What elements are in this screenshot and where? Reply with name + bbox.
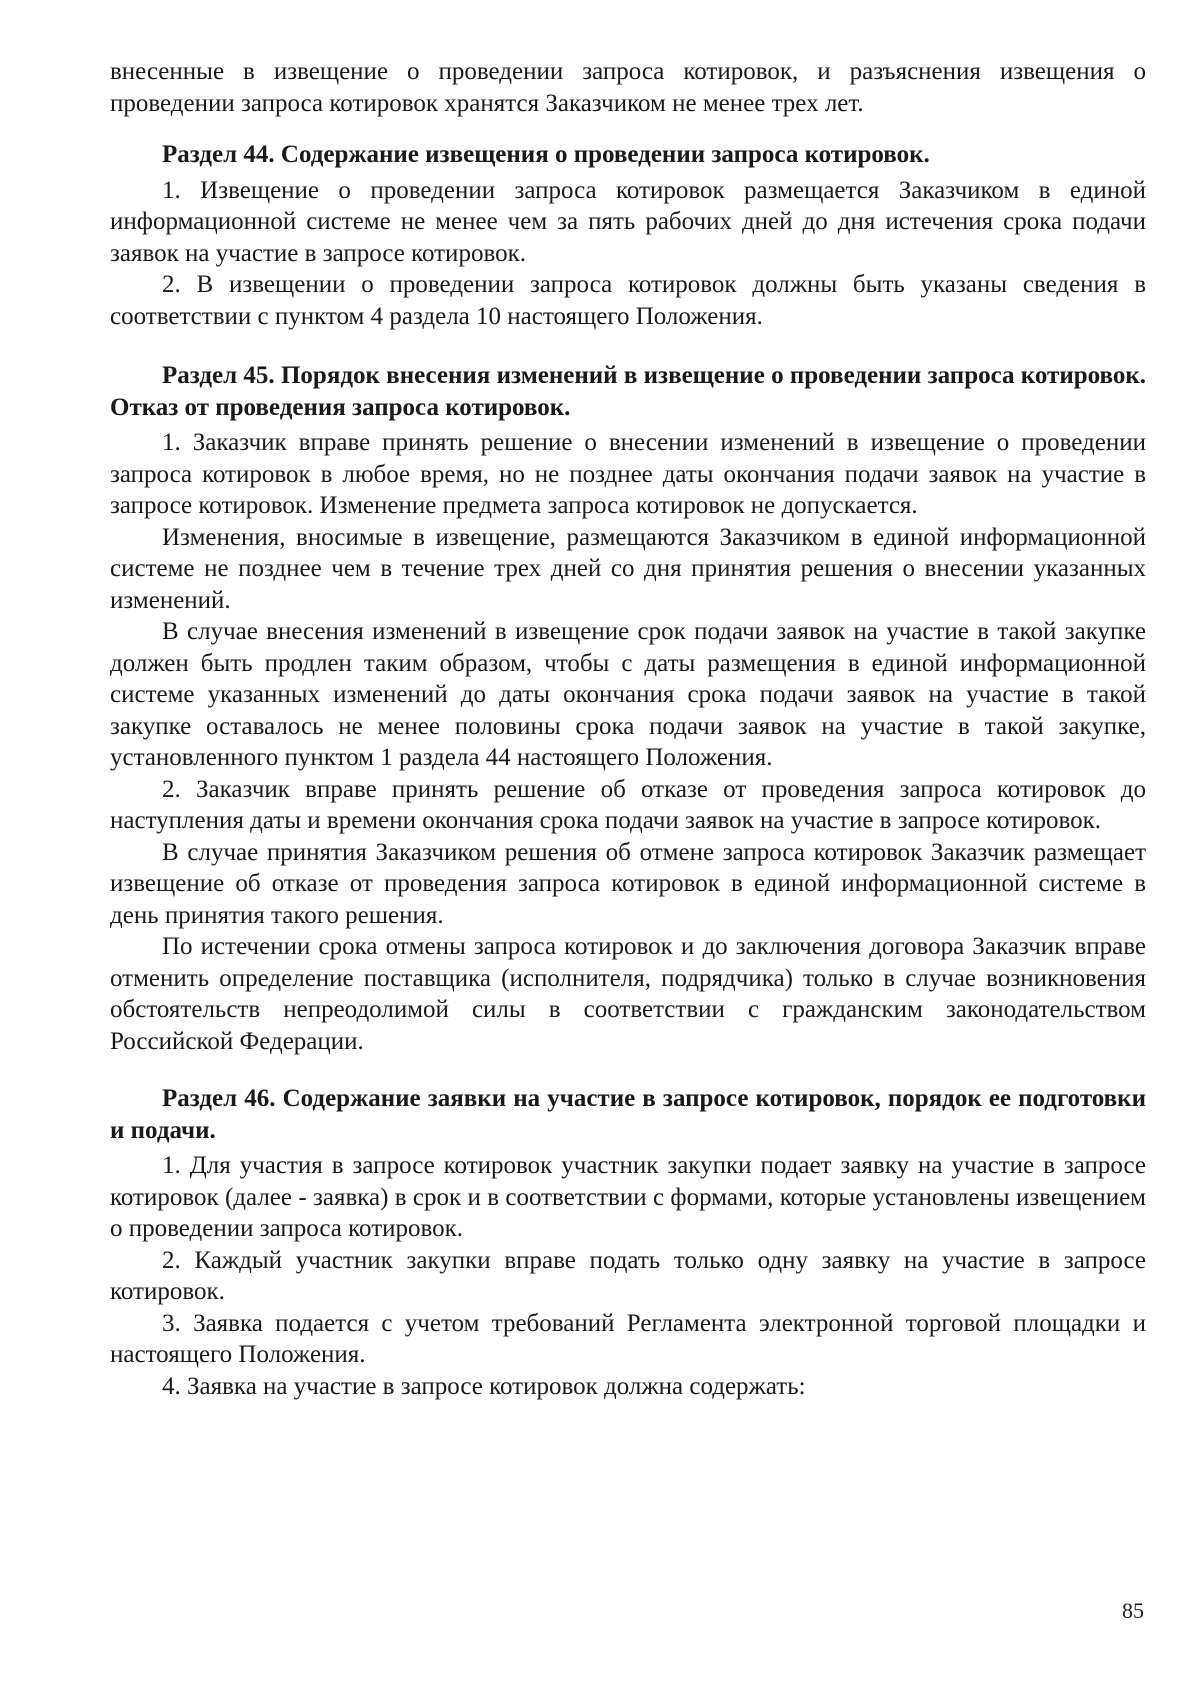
section-45-heading: Раздел 45. Порядок внесения изменений в извещение о проведении запроса котировок. Отказ от проведения запроса котировок. <box>110 362 1146 421</box>
section-46-heading: Раздел 46. Содержание заявки на участие в запросе котировок, порядок ее подготовки и подачи. <box>110 1085 1146 1144</box>
section-45-paragraph: В случае принятия Заказчиком решения об отмене запроса котировок Заказчик размещает извещение об отказе от проведения запроса котировок в единой информационной системе в день принятия такого решения. <box>110 838 1146 929</box>
section-45-paragraph: Изменения, вносимые в извещение, размещаются Заказчиком в единой информационной системе не позднее чем в течение трех дней со дня принятия решения о внесении указанных изменений. <box>110 523 1146 614</box>
page-content <box>110 56 1146 1402</box>
page-number: 85 <box>1122 1598 1144 1623</box>
section-45-paragraph: В случае внесения изменений в извещение срок подачи заявок на участие в такой закупке должен быть продлен таким образом, чтобы с даты размещения в единой информационной системе указанных изменений до даты окончания срока подачи заявок на участие в такой закупке оставалось не менее половины срока подачи заявок на участие в такой закупке, установленного пунктом 1 раздела 44 настоящего Положения. <box>110 618 1146 771</box>
section-46-paragraph: 3. Заявка подается с учетом требований Регламента электронной торговой площадки и настоящего Положения. <box>110 1309 1146 1368</box>
section-44-paragraph: 2. В извещении о проведении запроса котировок должны быть указаны сведения в соответствии с пунктом 4 раздела 10 настоящего Положения. <box>110 271 1146 330</box>
section-45-paragraph: 2. Заказчик вправе принять решение об отказе от проведения запроса котировок до наступления даты и времени окончания срока подачи заявок на участие в запросе котировок. <box>110 775 1146 834</box>
section-44-heading: Раздел 44. Содержание извещения о проведении запроса котировок. <box>162 141 930 168</box>
intro-paragraph: внесенные в извещение о проведении запроса котировок, и разъяснения извещения о проведении запроса котировок хранятся Заказчиком не менее трех лет. <box>110 58 1146 117</box>
section-46-paragraph: 1. Для участия в запросе котировок участник закупки подает заявку на участие в запросе котировок (далее - заявка) в срок и в соответствии с формами, которые установлены извещением о проведении запроса котировок. <box>110 1152 1146 1242</box>
section-46-paragraph: 2. Каждый участник закупки вправе подать только одну заявку на участие в запросе котировок. <box>110 1246 1146 1305</box>
section-45-paragraph: По истечении срока отмены запроса котировок и до заключения договора Заказчик вправе отменить определение поставщика (исполнителя, подрядчика) только в случае возникновения обстоятельств непреодолимой силы в соответствии с гражданским законодательством Российской Федерации. <box>110 933 1146 1055</box>
section-46-paragraph: 4. Заявка на участие в запросе котировок должна содержать: <box>162 1372 806 1400</box>
section-45-paragraph: 1. Заказчик вправе принять решение о внесении изменений в извещение о проведении запроса котировок в любое время, но не позднее даты окончания подачи заявок на участие в запросе котировок. Изменение предмета запроса котировок не допускается. <box>110 429 1146 519</box>
section-44-paragraph: 1. Извещение о проведении запроса котировок размещается Заказчиком в единой информационной системе не менее чем за пять рабочих дней до дня истечения срока подачи заявок на участие в запросе котировок. <box>110 176 1146 267</box>
